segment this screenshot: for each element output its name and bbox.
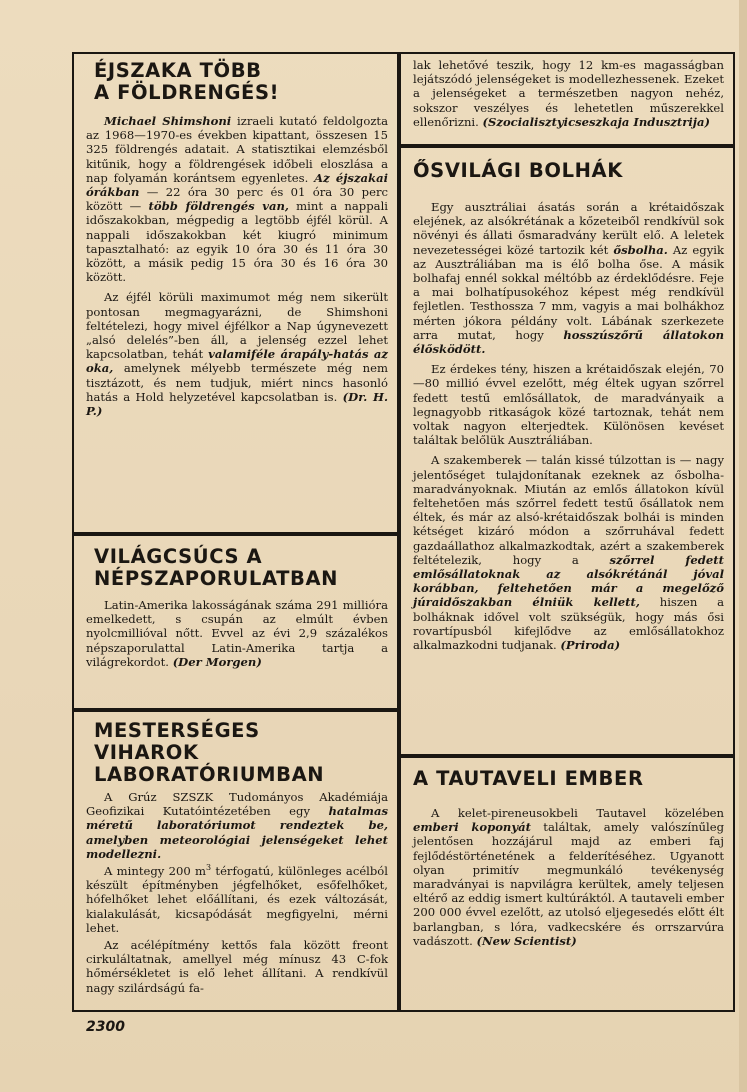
paragraph — [413, 362, 724, 447]
text: Az egyik az Ausztráliában ma is élő bolha őse. A másik bolhafaj ennél sokkal méltóbb az érdeklődésre. Feje a mai bolhatípusokéhoz képest még rendkívül fejletlen. Testhossza 7 mm, vagyis a mai bolhákhoz mérten jókora példány volt. Lábának szerkezete arra mutat, hogy — [413, 242, 724, 342]
article-title — [94, 720, 388, 786]
title-line: A TAUTAVELI EMBER — [413, 767, 644, 790]
article-title — [94, 546, 388, 590]
article-population — [72, 534, 399, 710]
text: — 22 óra 30 perc és 01 óra 30 perc között — — [86, 185, 388, 214]
text: Egy ausztráliai ásatás során a krétaidőszak elejének, az alsókrétának a kőzeteiből rendkívül sok növényi és állati ősmaradvány került elő. A leletek nevezetességei közé tartozik két — [413, 200, 724, 257]
text: Ez érdekes tény, hiszen a krétaidőszak elején, 70—80 millió évvel ezelőtt, még éltek ugyan szőrrel fedett testű emlősállatok, de maradványaik a legnagyobb ritkaságok közé tartoznak, tehát nem voltak nagyon elterjedtek. Különösen kevéset találtak belőlük Ausztráliában. — [413, 362, 724, 448]
emphasis: valamiféle árapály-hatás az oka, — [86, 347, 388, 376]
superscript: 3 — [206, 863, 212, 873]
source-citation: (Priroda) — [560, 638, 621, 653]
text: hiszen a bolháknak idővel volt szükségük, hogy más ősi rovartípusból kifejlődve az emlősállatokhoz alkalmazkodni tudjanak. — [413, 595, 724, 653]
emphasis: hatalmas méretű laboratóriumot rendeztek be, amelyben meteorológiai jelenségeket lehet modellezni. — [86, 804, 388, 861]
emphasis: hosszúszőrű állatokon élősködött. — [413, 327, 725, 357]
article-artificial-storms-continued — [399, 52, 735, 146]
paragraph — [86, 790, 388, 861]
text: A Grúz SZSZK Tudományos Akadémiája Geofizikai Kutatóintézetében egy — [86, 790, 388, 819]
author-name: Michael Shimshoni — [104, 114, 232, 128]
title-line: ŐSVILÁGI BOLHÁK — [413, 159, 623, 182]
emphasis: emberi koponyát — [413, 820, 531, 835]
paragraph — [86, 290, 388, 418]
title-line: LABORATÓRIUMBAN — [94, 763, 325, 786]
paragraph — [86, 114, 388, 284]
text: találtak, amely valószínűleg jelentősen hozzájárul majd az emberi faj fejlődéstörténetének a felderítéséhez. Ugyanott olyan primitív megmunkáló tevékenység maradványai is napvilágra kerültek, amely teljesen eltérő az eddig ismert kultúráktól. A tautaveli ember 200 000 évvel ezelőtt, az utolsó eljegesedés előtt élt barlangban, s lóra, vadkecskére és orrszarvúra vadászott. — [413, 820, 724, 948]
text: Az acélépítmény kettős fala között freont cirkuláltatnak, amellyel még mínusz 43 C-fok hőmérsékletet is elő lehet állítani. A rendkívül nagy szilárdságú fa- — [86, 938, 388, 995]
source-citation: (New Scientist) — [476, 933, 577, 948]
text: izraeli kutató feldolgozta az 1968—1970-es években kipattant, összesen 15 325 földrengés adatait. A statisztikai elemzésből kitűnik, hogy a földrengések időbeli eloszlása a nap folyamán korántsem egyenletes. — [86, 114, 388, 185]
emphasis: ősbolha. — [613, 242, 668, 257]
source-citation: (Dr. H. P.) — [86, 389, 388, 419]
paragraph — [413, 200, 724, 356]
title-line: NÉPSZAPORULATBAN — [94, 567, 339, 590]
emphasis: Az éjszakai órákban — [86, 170, 388, 200]
article-artificial-storms — [72, 710, 399, 1012]
title-line: MESTERSÉGES — [94, 719, 260, 742]
source-citation: (Szocialisztyicseszkaja Indusztrija) — [482, 114, 710, 129]
paragraph — [413, 806, 724, 948]
article-title — [94, 60, 388, 104]
article-prehistoric-fleas — [399, 146, 735, 756]
article-title — [413, 768, 724, 790]
article-title — [413, 160, 724, 182]
emphasis: szőrrel fedett emlősállatoknak az alsókrétánál jóval korábban, feltehetően már a megelőző júraidőszakban élniük kellett, — [413, 552, 724, 610]
paragraph — [86, 938, 388, 995]
text: Latin-Amerika lakosságának száma 291 millióra emelkedett, s csupán az elmúlt évben nyolcmillióval nőtt. Evvel az évi 2,9 százalékos népszaporulattal Latin-Amerika tartja a világrekordot. — [86, 598, 388, 669]
text: mint a nappali időszakokban, mégpedig a legtöbb éjfél körül. A nappali időszakokban két kiugró minimum tapasztalható: az egyik 10 óra 30 és 11 óra 30 között, a másik pedig 15 óra 30 és 16 óra 30 között. — [86, 199, 388, 285]
paragraph — [413, 58, 724, 129]
source-citation: (Der Morgen) — [172, 654, 262, 669]
text: amelynek mélyebb természete még nem tisztázott, és nem tudjuk, miért nincs hasonló hatás a Hold helyzetével kapcsolatban is. — [86, 361, 388, 404]
paragraph — [86, 864, 388, 935]
title-line: ÉJSZAKA TÖBB — [94, 59, 262, 82]
page-number: 2300 — [86, 1019, 125, 1035]
text: A kelet-pireneusokbeli Tautavel közelében — [431, 806, 724, 820]
paragraph — [86, 598, 388, 669]
article-earthquake — [72, 52, 399, 534]
text: A szakemberek — talán kissé túlzottan is — nagy jelentőséget tulajdonítanak ezeknek az ősbolha-maradványoknak. Miután az emlős állatokon kívül feltehetően más szőrrel fedett testű ősállatok nem éltek, és már az alsó-krétaidőszak bolhái is minden kétséget kizáró módon a szőrruhával fedett gazdaállathoz alkalmazkodtak, azért a szakemberek feltételezik, hogy a — [413, 453, 724, 567]
title-line: VIHAROK — [94, 741, 199, 764]
article-tautavel-man — [399, 756, 735, 1012]
text: lak lehetővé teszik, hogy 12 km-es magasságban lejátszódó jelenségeket is modellezhessenek. Ezeket a jelenségeket a természetben nagyon nehéz, sokszor veszélyes és lehetetlen műszerekkel ellenőrizni. — [413, 58, 724, 129]
text: térfogatú, különleges acélból készült építményben jégfelhőket, esőfelhőket, hófelhőket lehet előállítani, és ezek változását, kialakulását, kicsapódását megfigyelni, mérni lehet. — [86, 864, 388, 935]
text: Az éjfél körüli maximumot még nem sikerült pontosan megmagyarázni, de Shimshoni feltételezi, hogy mivel éjfélkor a Nap úgynevezett „alsó delelés”-ben áll, a jelenség ezzel lehet kapcsolatban, tehát — [86, 290, 388, 362]
paragraph — [413, 453, 724, 652]
page-edge — [739, 0, 747, 1092]
emphasis: több földrengés van, — [148, 199, 289, 214]
text: A mintegy 200 m — [104, 864, 207, 879]
title-line: VILÁGCSÚCS A — [94, 545, 263, 568]
title-line: A FÖLDRENGÉS! — [94, 81, 280, 104]
